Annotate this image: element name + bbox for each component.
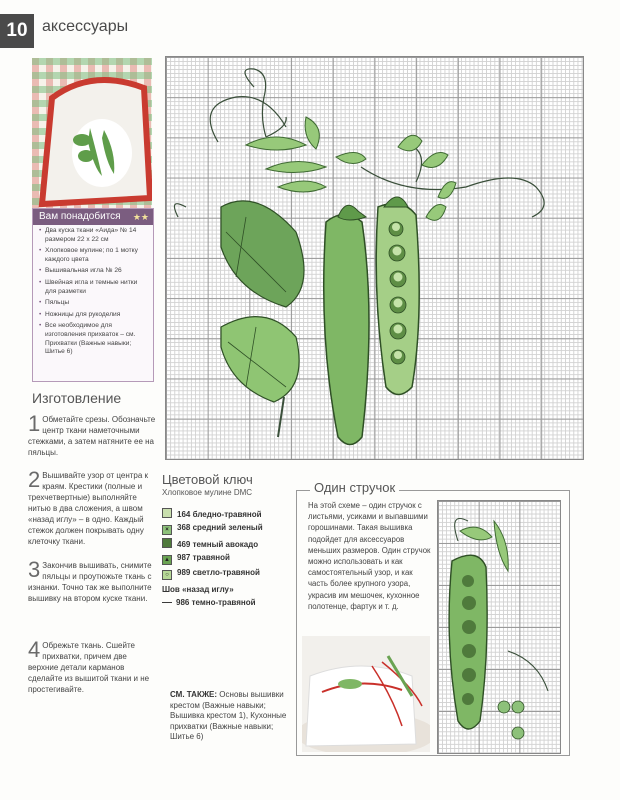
one-pod-title: Один стручок <box>310 480 399 495</box>
step-1 <box>28 411 158 458</box>
list-item: • Два куска ткани «Аида» № 14 размером 22 х 22 см <box>39 227 149 244</box>
color-key-row <box>162 508 262 519</box>
materials-title: Вам понадобится <box>39 211 121 222</box>
potholder-photo <box>32 58 152 208</box>
step-number: 3 <box>28 557 41 582</box>
step-text: Обметайте срезы. Обозначьте центр ткани наметочными стежками, а затем натяните ее на пяльцы. <box>28 415 156 457</box>
stem <box>278 397 284 437</box>
color-label: 989 светло-травяной <box>177 568 260 577</box>
step-text: Обрежьте ткань. Сшейте прихватки, причем две верхние детали карманов сделайте из вышитой ткани и не простегивайте. <box>28 641 150 694</box>
leaves-top <box>246 117 456 220</box>
color-label: 469 темный авокадо <box>177 540 259 549</box>
color-key-title: Цветовой ключ <box>162 472 253 487</box>
leaves-large <box>221 201 304 402</box>
step-text: Вышивайте узор от центра к краям. Крестики (полные и трехчетвертные) выполняйте нитью в два сложения, а швом «назад иглу» – в одно. Каждый стежок должен покрывать одну клеточку ткани. <box>28 471 149 546</box>
list-item: • Швейная игла и темные нитки для разметки <box>39 279 149 296</box>
materials-list <box>39 227 149 360</box>
one-pod-text: На этой схеме – один стручок с листьями, усиками и выпавшими горошинами. Такая вышивка подойдет для аксессуаров меньших размеров. Один стручок можно использовать и как самостоятельный узор, и как часть более крупного узора, украсив им мешочек, кухонное полотенце, фартук и т. д. <box>308 501 431 611</box>
color-label: 164 бледно-травяной <box>177 510 262 519</box>
materials-box <box>32 208 154 382</box>
instructions-title: Изготовление <box>32 390 122 406</box>
step-number: 2 <box>28 467 41 492</box>
one-pod-chart <box>437 500 561 754</box>
see-also <box>170 690 290 743</box>
backstitch-title: Шов «назад иглу» <box>162 585 234 594</box>
step-4 <box>28 637 158 695</box>
step-2 <box>28 467 158 547</box>
section-title: аксессуары <box>42 18 129 35</box>
backstitch-label: 986 темно-травяной <box>176 598 256 607</box>
loose-peas <box>498 701 524 739</box>
list-item: • Хлопковое мулине; по 1 мотку каждого цвета <box>39 247 149 264</box>
difficulty-stars: ★★ <box>132 212 149 222</box>
color-key-row <box>162 538 258 549</box>
materials-header <box>33 209 153 225</box>
swatch: ○ <box>162 570 172 580</box>
pea-pod-1 <box>324 205 369 444</box>
step-text: Закончив вышивать, снимите пяльцы и проутюжьте ткань с изнанки. Точно так же выполните вышивку на втором куске ткани. <box>28 561 152 603</box>
color-key-row <box>162 523 263 535</box>
backstitch-line-icon <box>162 602 172 603</box>
swatch <box>162 508 172 518</box>
page-number: 10 <box>0 14 34 48</box>
see-also-text: Основы вышивки крестом (Важные навыки; Вышивка крестом 1), Кухонные прихватки (Важные навыки; Шитье 6) <box>170 690 287 741</box>
step-3 <box>28 557 158 604</box>
swatch: ▲ <box>162 555 172 565</box>
swatch: × <box>162 525 172 535</box>
color-key-row <box>162 553 230 565</box>
pea-pod-small <box>449 555 487 729</box>
swatch <box>162 538 172 548</box>
pea-pod-2 <box>376 197 419 395</box>
towel-photo <box>302 636 430 752</box>
backstitch-row <box>162 598 256 607</box>
step-number: 4 <box>28 637 41 662</box>
cross-stitch-chart <box>165 56 584 460</box>
step-number: 1 <box>28 411 41 436</box>
list-item: • Ножницы для рукоделия <box>39 311 149 320</box>
list-item: • Вышивальная игла № 26 <box>39 267 149 276</box>
color-label: 987 травяной <box>177 553 230 562</box>
list-item: • Все необходимое для изготовления прихваток – см. Прихватки (Важные навыки; Шитье 6) <box>39 322 149 356</box>
color-key-subtitle: Хлопковое мулине DMC <box>162 488 253 497</box>
color-label: 368 средний зеленый <box>177 523 263 532</box>
see-also-label: СМ. ТАКЖЕ: <box>170 690 218 699</box>
tendrils-backstitch <box>174 69 544 217</box>
color-key-row <box>162 568 260 580</box>
list-item: • Пяльцы <box>39 299 149 308</box>
